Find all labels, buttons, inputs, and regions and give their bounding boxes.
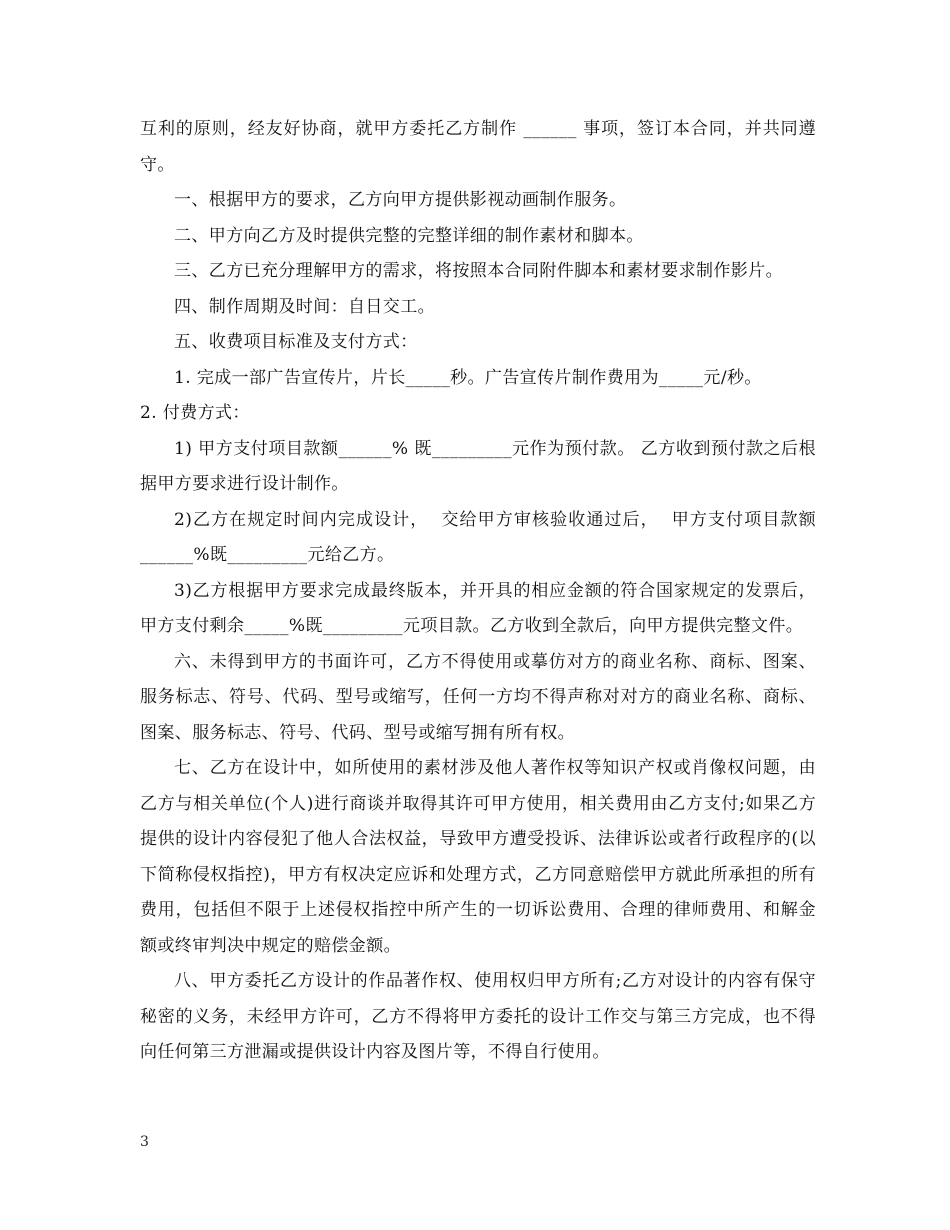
page-number: 3 (140, 1134, 149, 1150)
paragraph-intro-continuation: 互利的原则，经友好协商，就甲方委托乙方制作 ______ 事项，签订本合同，并共同遵守。 (140, 119, 816, 175)
payment-step-3: 3)乙方根据甲方要求完成最终版本，并开具的相应金额的符合国家规定的发票后，甲方支付剩余_____%既_________元项目款。乙方收到全款后，向甲方提供完整文件。 (140, 580, 816, 636)
clause-1: 一、根据甲方的要求，乙方向甲方提供影视动画制作服务。 (174, 190, 627, 210)
clause-5-item-1: 1. 完成一部广告宣传片，片长_____秒。广告宣传片制作费用为_____元/秒。 (174, 367, 762, 388)
clause-2: 二、甲方向乙方及时提供完整的完整详细的制作素材和脚本。 (174, 225, 644, 246)
clause-3: 三、乙方已充分理解甲方的需求，将按照本合同附件脚本和素材要求制作影片。 (174, 261, 783, 281)
clause-4: 四、制作周期及时间：自日交工。 (174, 296, 435, 317)
clause-8: 八、甲方委托乙方设计的作品著作权、使用权归甲方所有;乙方对设计的内容有保守秘密的义务，未经甲方许可，乙方不得将甲方委托的设计工作交与第三方完成，也不得向任何第三方泄漏或提供设计内容及图片等，不得自行使用。 (140, 971, 816, 1062)
payment-step-1: 1) 甲方支付项目款额______% 既_________元作为预付款。 乙方收到预付款之后根据甲方要求进行设计制作。 (140, 438, 816, 494)
clause-7: 七、乙方在设计中，如所使用的素材涉及他人著作权等知识产权或肖像权问题，由乙方与相关单位(个人)进行商谈并取得其许可甲方使用，相关费用由乙方支付;如果乙方提供的设计内容侵犯了他人合法权益，导致甲方遭受投诉、法律诉讼或者行政程序的(以下简称侵权指控)，甲方有权决定应诉和处理方式，乙方同意赔偿甲方就此所承担的所有费用，包括但不限于上述侵权指控中所产生的一切诉讼费用、合理的律师费用、和解金额或终审判决中规定的赔偿金额。 (140, 758, 816, 956)
payment-step-2: 2)乙方在规定时间内完成设计， 交给甲方审核验收通过后， 甲方支付项目款额______%既_________元给乙方。 (140, 509, 816, 565)
clause-6: 六、未得到甲方的书面许可，乙方不得使用或摹仿对方的商业名称、商标、图案、服务标志、符号、代码、型号或缩写，任何一方均不得声称对对方的商业名称、商标、图案、服务标志、符号、代码、型号或缩写拥有所有权。 (140, 651, 816, 743)
clause-5-item-2: 2. 付费方式： (140, 403, 250, 423)
clause-5: 五、收费项目标准及支付方式： (174, 332, 418, 352)
contract-body (140, 112, 816, 1071)
